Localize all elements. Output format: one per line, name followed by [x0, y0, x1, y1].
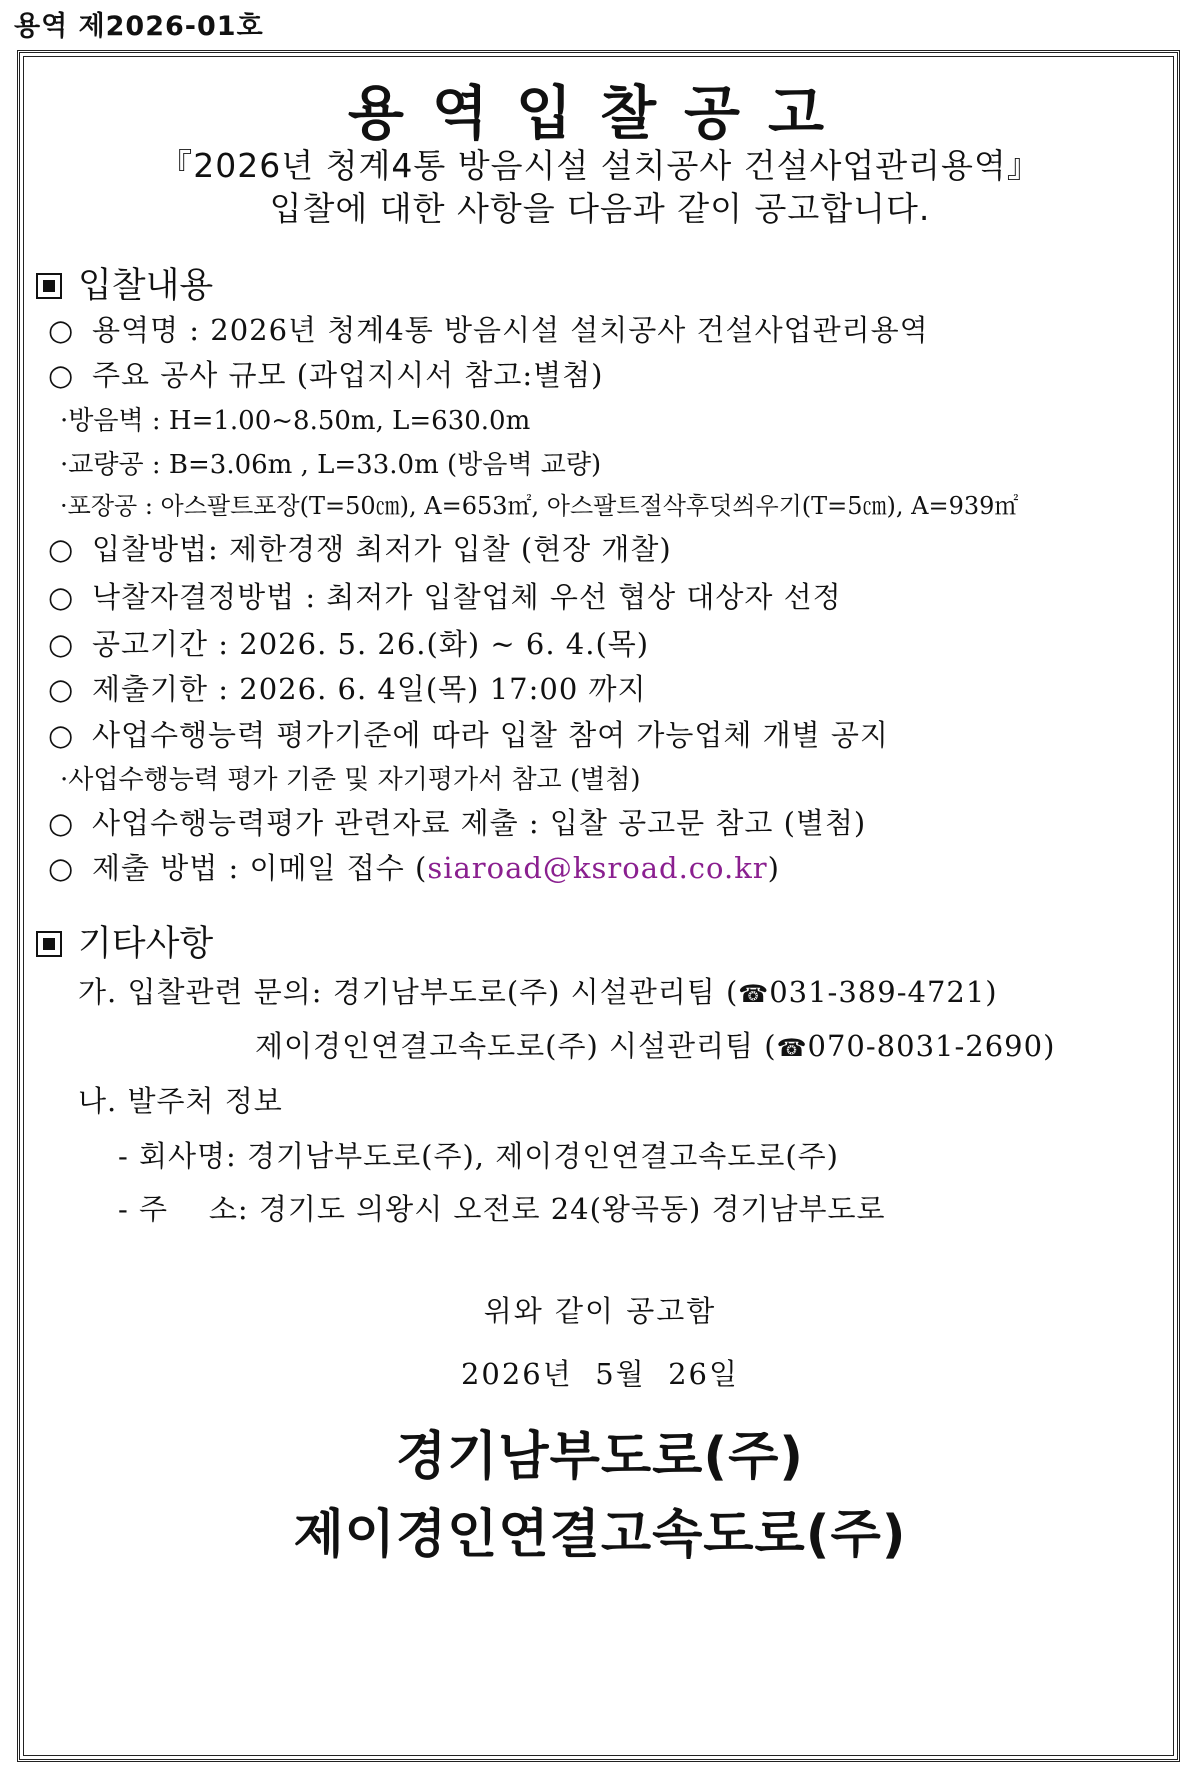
item-submit-method: ○ 제출 방법 : 이메일 접수 (siaroad@ksroad.co.kr): [48, 851, 780, 885]
item-capability-sub: ·사업수행능력 평가 기준 및 자기평가서 참고 (별첨): [60, 765, 641, 795]
client-address: - 주 소: 경기도 의왕시 오전로 24(왕곡동) 경기남부도로: [118, 1192, 886, 1226]
dot-bullet-icon: ·: [60, 492, 68, 520]
dot-bullet-icon: ·: [60, 450, 69, 480]
circle-bullet-icon: ○: [48, 806, 75, 840]
item-capability-docs: ○ 사업수행능력평가 관련자료 제출 : 입찰 공고문 참고 (별첨): [48, 806, 867, 840]
subtitle-line-1: 『2026년 청계4통 방음시설 설치공사 건설사업관리용역』: [159, 146, 1041, 185]
dot-bullet-icon: ·: [60, 765, 69, 795]
item-bid-method: ○ 입찰방법: 제한경쟁 최저가 입찰 (현장 개찰): [48, 532, 672, 566]
section-heading-bid-content: 입찰내용: [36, 258, 213, 308]
phone-icon: ☎: [776, 1034, 808, 1062]
circle-bullet-icon: ○: [48, 313, 75, 347]
item-capability: ○ 사업수행능력 평가기준에 따라 입찰 참여 가능업체 개별 공지: [48, 718, 889, 752]
item-scale-paving: ·포장공 : 아스팔트포장(T=50㎝), A=653㎡, 아스팔트절삭후덧씌우기(T=5㎝), A=939㎡: [60, 492, 1019, 520]
circle-bullet-icon: ○: [48, 851, 75, 885]
notice-date: 2026년 5월 26일: [460, 1357, 740, 1391]
phone-icon: ☎: [738, 980, 770, 1008]
dot-bullet-icon: ·: [60, 406, 69, 436]
submit-email-link[interactable]: siaroad@ksroad.co.kr: [427, 851, 768, 885]
notice-title: 용역입찰공고: [347, 79, 853, 147]
square-bullet-icon: [36, 931, 62, 957]
circle-bullet-icon: ○: [48, 718, 75, 752]
inquiry-line-2: 제이경인연결고속도로(주) 시설관리팀 (☎070-8031-2690): [255, 1029, 1056, 1063]
circle-bullet-icon: ○: [48, 532, 75, 566]
circle-bullet-icon: ○: [48, 627, 75, 661]
item-scale: ○ 주요 공사 규모 (과업지시서 참고:별첨): [48, 358, 604, 392]
issuer-company-2: 제이경인연결고속도로(주): [293, 1505, 907, 1565]
closing-text: 위와 같이 공고함: [483, 1294, 717, 1328]
inquiry-line-1: 가. 입찰관련 문의: 경기남부도로(주) 시설관리팀 (☎031-389-4721): [78, 975, 998, 1009]
section-heading-other: 기타사항: [36, 916, 213, 966]
issuer-company-1: 경기남부도로(주): [395, 1427, 805, 1487]
doc-number: 용역 제2026-01호: [14, 11, 264, 42]
square-bullet-icon: [36, 273, 62, 299]
item-service-name: ○ 용역명 : 2026년 청계4통 방음시설 설치공사 건설사업관리용역: [48, 313, 929, 347]
item-scale-bridge: ·교량공 : B=3.06m , L=33.0m (방음벽 교량): [60, 450, 602, 480]
subtitle-line-2: 입찰에 대한 사항을 다음과 같이 공고합니다.: [269, 189, 931, 228]
item-deadline: ○ 제출기한 : 2026. 6. 4일(목) 17:00 까지: [48, 672, 647, 706]
circle-bullet-icon: ○: [48, 358, 75, 392]
item-scale-wall: ·방음벽 : H=1.00~8.50m, L=630.0m: [60, 406, 531, 436]
circle-bullet-icon: ○: [48, 580, 75, 614]
client-info-label: 나. 발주처 정보: [78, 1084, 283, 1118]
circle-bullet-icon: ○: [48, 672, 75, 706]
client-company-names: - 회사명: 경기남부도로(주), 제이경인연결고속도로(주): [118, 1139, 839, 1173]
item-award-method: ○ 낙찰자결정방법 : 최저가 입찰업체 우선 협상 대상자 선정: [48, 580, 842, 614]
item-notice-period: ○ 공고기간 : 2026. 5. 26.(화) ~ 6. 4.(목): [48, 627, 650, 661]
